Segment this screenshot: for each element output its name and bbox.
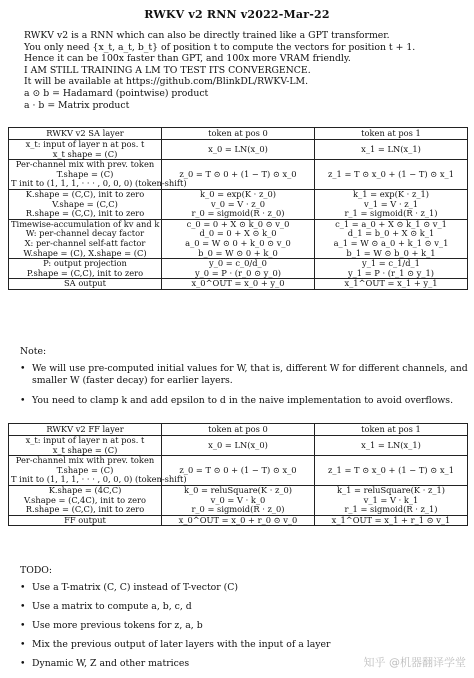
table-cell <box>315 436 468 456</box>
cell-line: z_0 = T ⊙ 0 + (1 − T) ⊙ x_0 <box>179 464 297 475</box>
cell-line: z_0 = T ⊙ 0 + (1 − T) ⊙ x_0 <box>179 168 297 179</box>
table-cell <box>315 485 468 515</box>
cell-line: P.shape = (C,C), init to zero <box>26 267 144 278</box>
cell-line: y_1 = P · (r_1 ⊙ y_1) <box>347 267 435 278</box>
cell-line: v_1 = V · k_1 <box>363 494 419 505</box>
table-cell <box>162 140 315 160</box>
cell-line: x_1 = LN(x_1) <box>361 143 421 154</box>
bullet-icon: • <box>20 601 26 612</box>
cell-line: W.shape = (C), X.shape = (C) <box>23 247 147 258</box>
table-header-cell: token at pos 0 <box>162 128 315 140</box>
table-header-row <box>9 128 468 140</box>
table-row <box>9 456 468 486</box>
note-item <box>20 363 470 386</box>
todo-text: Mix the previous output of later layers with the input of a layer <box>32 639 331 650</box>
bullet-icon: • <box>20 582 26 593</box>
table-cell <box>162 485 315 515</box>
todo-text: Use more previous tokens for z, a, b <box>32 620 203 631</box>
note-heading: Note: <box>20 346 47 357</box>
note-text: You need to clamp k and add epsilon to d in the naive implementation to avoid overflows. <box>32 395 454 406</box>
table-header-cell: token at pos 1 <box>315 128 468 140</box>
intro-line: You only need {x_t, a_t, b_t} of position t to compute the vectors for position t + 1. <box>24 41 416 53</box>
cell-line: X: per-channel self-att factor <box>24 237 146 248</box>
cell-line: FF output <box>64 514 106 525</box>
cell-line: SA output <box>64 278 106 289</box>
table-row <box>9 189 468 219</box>
table-cell <box>315 160 468 190</box>
cell-line: v_0 = V · z_0 <box>210 198 266 209</box>
table-header-cell: RWKV v2 FF layer <box>9 424 162 436</box>
bullet-icon: • <box>20 363 26 374</box>
cell-line: x_0^OUT = x_0 + y_0 <box>191 278 285 289</box>
cell-line: b_1 = W ⊙ b_0 + k_1 <box>346 247 436 258</box>
table-row <box>9 160 468 190</box>
sa-layer-table <box>8 127 468 290</box>
intro-line: I AM STILL TRAINING A LM TO TEST ITS CONVERGENCE. <box>24 64 311 76</box>
cell-line: x_1^OUT = x_1 + r_1 ⊙ v_1 <box>331 514 451 525</box>
table-cell <box>162 189 315 219</box>
table-cell <box>162 279 315 290</box>
table-cell <box>315 140 468 160</box>
table-header-cell: token at pos 0 <box>162 424 315 436</box>
cell-line: y_0 = P · (r_0 ⊙ y_0) <box>194 267 282 278</box>
cell-line: Timewise-accumulation of kv and k <box>11 218 160 229</box>
cell-line: v_0 = V · k_0 <box>210 494 266 505</box>
intro-line: a · b = Matrix product <box>24 99 130 111</box>
cell-line: x_0 = LN(x_0) <box>208 439 268 450</box>
cell-line: V.shape = (C,4C), init to zero <box>23 494 147 505</box>
cell-line: R.shape = (C,C), init to zero <box>25 504 145 515</box>
bullet-icon: • <box>20 639 26 650</box>
table-row <box>9 279 468 290</box>
table-cell <box>9 436 162 456</box>
table-row <box>9 515 468 526</box>
intro-line: RWKV v2 is a RNN which can also be directly trained like a GPT transformer. <box>24 30 390 41</box>
intro-line: Hence it can be 100x faster than GPT, and 100x more VRAM friendly. <box>24 53 351 65</box>
table-cell <box>315 456 468 486</box>
cell-line: d_0 = 0 + X ⊙ k_0 <box>199 228 277 239</box>
cell-line: k_0 = reluSquare(K · z_0) <box>183 484 293 495</box>
todo-item <box>20 639 470 651</box>
table-cell <box>315 189 468 219</box>
table-cell <box>162 259 315 279</box>
table-header-cell: RWKV v2 SA layer <box>9 128 162 140</box>
cell-line: Per-channel mix with prev. token <box>15 455 155 466</box>
table-cell <box>162 436 315 456</box>
cell-line: T.shape = (C) <box>56 464 114 475</box>
table-cell <box>9 259 162 279</box>
todo-item <box>20 582 470 594</box>
table-cell <box>9 219 162 258</box>
cell-line: T.shape = (C) <box>56 168 114 179</box>
cell-line: R.shape = (C,C), init to zero <box>25 208 145 219</box>
intro-line: a ⊙ b = Hadamard (pointwise) product <box>24 87 209 99</box>
cell-line: r_0 = sigmoid(R · z_0) <box>191 208 285 219</box>
cell-line: x_t: input of layer n at pos. t <box>25 435 145 445</box>
todo-text: Use a matrix to compute a, b, c, d <box>32 601 192 612</box>
cell-line: r_1 = sigmoid(R · z_1) <box>344 504 438 515</box>
cell-line: z_1 = T ⊙ x_0 + (1 − T) ⊙ x_1 <box>328 464 454 475</box>
table-cell <box>162 515 315 526</box>
cell-line: x_0^OUT = x_0 + r_0 ⊙ v_0 <box>178 514 298 525</box>
cell-line: r_0 = sigmoid(R · z_0) <box>191 504 285 515</box>
cell-line: c_0 = 0 + X ⊙ k_0 ⊙ v_0 <box>186 218 290 229</box>
cell-line: k_1 = exp(K · z_1) <box>353 188 429 199</box>
cell-line: T init to (1, 1, 1, · · · , 0, 0, 0) (token-shift) <box>11 178 187 189</box>
todo-heading: TODO: <box>20 565 53 576</box>
document-title: RWKV v2 RNN v2022-Mar-22 <box>144 8 330 21</box>
cell-line: c_1 = a_0 + X ⊙ k_1 ⊙ v_1 <box>335 218 447 229</box>
ff-layer-table <box>8 423 468 526</box>
table-cell <box>9 140 162 160</box>
table-cell <box>9 455 187 486</box>
table-header-cell: token at pos 1 <box>315 424 468 436</box>
cell-line: x_t shape = (C) <box>52 148 118 159</box>
table-row <box>9 219 468 258</box>
bullet-icon: • <box>20 620 26 631</box>
cell-line: a_1 = W ⊙ a_0 + k_1 ⊙ v_1 <box>333 237 449 248</box>
table-row <box>9 259 468 279</box>
table-cell <box>315 219 468 258</box>
table-cell <box>162 219 315 258</box>
intro-line: It will be available at https://github.com/BlinkDL/RWKV-LM. <box>24 76 309 88</box>
cell-line: y_0 = c_0/d_0 <box>209 258 267 269</box>
cell-line: W: per-channel decay factor <box>25 228 145 239</box>
note-text: We will use pre-computed initial values for W, that is, different W for different channels, and smaller W (faster decay) for earlier layers. <box>32 363 468 386</box>
cell-line: r_1 = sigmoid(R · z_1) <box>344 208 438 219</box>
cell-line: P: output projection <box>43 258 127 269</box>
table-cell <box>315 279 468 290</box>
cell-line: a_0 = W ⊙ 0 + k_0 ⊙ v_0 <box>185 237 291 248</box>
cell-line: d_1 = b_0 + X ⊙ k_1 <box>347 228 435 239</box>
cell-line: b_0 = W ⊙ 0 + k_0 <box>198 247 278 258</box>
table-cell <box>9 159 187 190</box>
table-cell <box>9 515 162 526</box>
cell-line: x_t: input of layer n at pos. t <box>25 139 145 149</box>
table-row <box>9 140 468 160</box>
cell-line: Per-channel mix with prev. token <box>15 159 155 170</box>
bullet-icon: • <box>20 395 26 406</box>
cell-line: z_1 = T ⊙ x_0 + (1 − T) ⊙ x_1 <box>328 168 454 179</box>
cell-line: x_t shape = (C) <box>52 444 118 455</box>
intro-paragraph <box>24 30 464 111</box>
cell-line: v_1 = V · z_1 <box>363 198 419 209</box>
cell-line: V.shape = (C,C) <box>52 198 118 209</box>
cell-line: T init to (1, 1, 1, · · · , 0, 0, 0) (token-shift) <box>11 474 187 485</box>
table-cell <box>9 279 162 290</box>
todo-item <box>20 620 470 632</box>
cell-line: k_1 = reluSquare(K · z_1) <box>336 484 446 495</box>
table-cell <box>315 515 468 526</box>
bullet-icon: • <box>20 658 26 669</box>
cell-line: k_0 = exp(K · z_0) <box>200 188 276 199</box>
todo-text: Dynamic W, Z and other matrices <box>32 658 190 669</box>
table-row <box>9 485 468 515</box>
cell-line: K.shape = (C,C), init to zero <box>25 188 145 199</box>
cell-line: K.shape = (4C,C) <box>48 484 122 495</box>
note-item <box>20 395 470 407</box>
todo-text: Use a T-matrix (C, C) instead of T-vector (C) <box>32 582 239 593</box>
table-cell <box>315 259 468 279</box>
todo-item <box>20 601 470 613</box>
table-cell <box>9 485 162 515</box>
cell-line: y_1 = c_1/d_1 <box>362 258 420 269</box>
table-header-row <box>9 424 468 436</box>
table-cell <box>9 189 162 219</box>
watermark-text: 知乎 @机器翻译学堂 <box>363 656 466 669</box>
table-row <box>9 436 468 456</box>
cell-line: x_1^OUT = x_1 + y_1 <box>344 278 438 289</box>
cell-line: x_1 = LN(x_1) <box>361 439 421 450</box>
cell-line: x_0 = LN(x_0) <box>208 143 268 154</box>
